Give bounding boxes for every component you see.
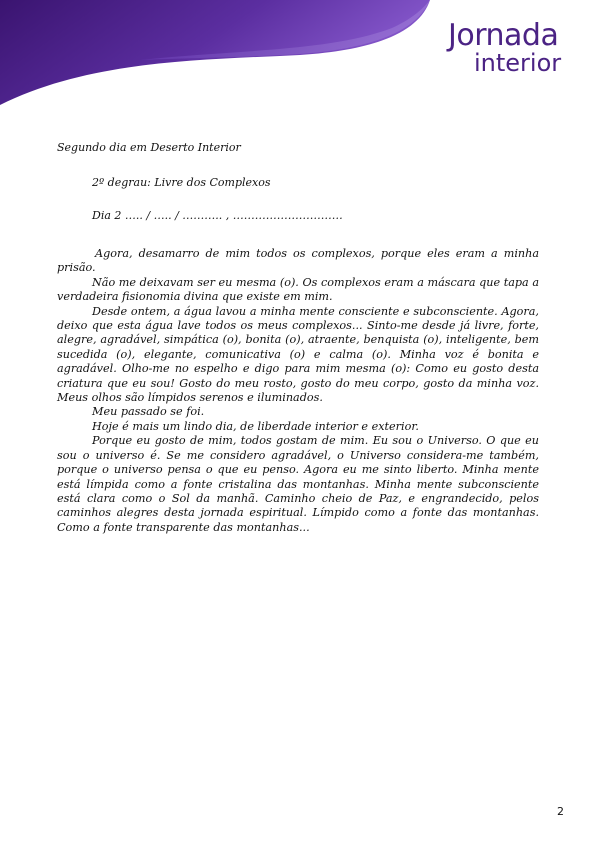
brand-logo [448, 20, 563, 75]
logo-text-interior: interior [474, 49, 562, 77]
paragraph: Agora, desamarro de mim todos os complexos, porque eles eram a minha prisão. [57, 247, 539, 275]
logo-text-jornada: Jornada [448, 18, 559, 53]
paragraph: Meu passado se foi. [92, 405, 205, 419]
degree-heading: 2º degrau: Livre dos Complexos [92, 176, 271, 189]
page-number: 2 [557, 805, 564, 818]
paragraph: Porque eu gosto de mim, todos gostam de mim. Eu sou o Universo. O que eu sou o universo é. Se me considero agradável, o Universo considera-me também, porque o universo pensa o que eu penso. Agora eu me sinto liberto. Minha mente está límpida como a fonte cristalina das montanhas. Minha mente subconsciente está clara como o Sol da manhã. Caminho cheio de Paz, e engrandecido, pelos caminhos alegres desta jornada espiritual. Límpido como a fonte das montanhas. Como a fonte transparente das montanhas... [57, 434, 539, 534]
paragraph: Não me deixavam ser eu mesma (o). Os complexos eram a máscara que tapa a verdadeira fisionomia divina que existe em mim. [57, 275, 539, 304]
document-body [57, 140, 539, 535]
paragraph: Hoje é mais um lindo dia, de liberdade interior e exterior. [92, 419, 419, 433]
paragraph: Desde ontem, a água lavou a minha mente consciente e subconsciente. Agora, deixo que esta água lave todos os meus complexos... Sinto-me desde já livre, forte, alegre, agradável, simpática (o), bonita (o), atraente, benquista (o), inteligente, bem sucedida (o), elegante, comunicativa (o) e calma (o). Minha voz é bonita e agradável. Olho-me no espelho e digo para mim mesma (o): Como eu gosto desta criatura que eu sou! Gosto do meu rosto, gosto do meu corpo, gosto da minha voz. Meus olhos são límpidos serenos e iluminados. [57, 304, 539, 405]
day-heading: Segundo dia em Deserto Interior [57, 141, 241, 154]
text-paragraphs [57, 247, 539, 535]
date-line: Dia 2 ….. / ….. / ……….. , ………………………… [92, 209, 343, 222]
